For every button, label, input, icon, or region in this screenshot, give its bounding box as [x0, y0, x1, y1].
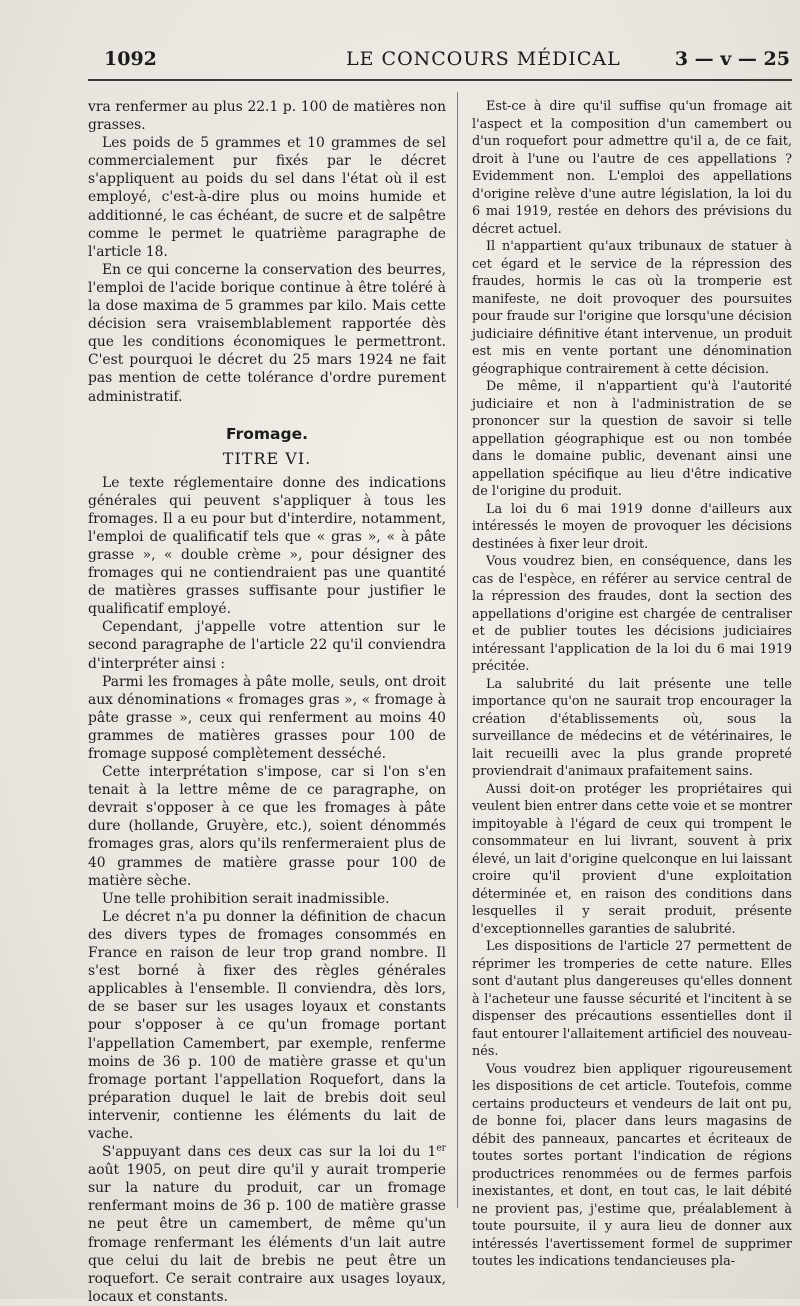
column-separator: [457, 92, 458, 1208]
superscript: er: [436, 1143, 446, 1154]
paragraph-part: S'appuyant dans ces deux cas sur la loi du 1: [102, 1144, 437, 1161]
paragraph: Parmi les fromages à pâte molle, seuls, ont droit aux dénominations « fromages gras », « fromage à pâte grasse », ceux qui renferment au moins 40 grammes de matières grasses pour 100 de fromage supposé complètement desséché.: [88, 673, 446, 762]
paragraph: Une telle prohibition serait inadmissible.: [102, 890, 390, 907]
paragraph: Vous voudrez bien appliquer rigoureusement les dispositions de cet article. Toutefois, comme certains producteurs et vendeurs de lait ont pu, de bonne foi, placer dans leurs magasins de débit des panneaux, pancartes et écriteaux de toutes sortes portant l'indication de régions productrices renommées ou de fermes parfois inexistantes, et dont, en tout cas, le lait débité ne provient pas, j'estime que, préalablement à toute poursuite, il y aura lieu de donner aux intéressés l'avertissement formel de supprimer toutes les indications tendancieuses pla-: [472, 1061, 792, 1269]
section-subheading: TITRE VI.: [222, 448, 312, 468]
journal-title: LE CONCOURS MÉDICAL: [346, 48, 621, 70]
issue-date: 3 — v — 25: [674, 48, 790, 70]
right-column: [472, 98, 792, 1271]
header-rule: [88, 79, 792, 81]
paragraph: Cependant, j'appelle votre attention sur le second paragraphe de l'article 22 qu'il conviendra d'interpréter ainsi :: [88, 619, 446, 672]
paragraph: De même, il n'appartient qu'à l'autorité judiciaire et non à l'administration de se prononcer sur la question de savoir si telle appellation géographique est ou non tombée dans le domaine public, devenant ainsi une appellation spécifique au lieu d'être indicative de l'origine du produit.: [472, 379, 792, 499]
paragraph: Cette interprétation s'impose, car si l'on s'en tenait à la lettre même de ce paragraphe, on devrait s'opposer à ce que les fromages à pâte dure (hollande, Gruyère, etc.), soient dénommés fromages gras, alors qu'ils renfermeraient plus de 40 grammes de matière grasse pour 100 de matière sèche.: [88, 764, 446, 889]
paragraph: La loi du 6 mai 1919 donne d'ailleurs aux intéressés le moyen de provoquer les décisions destinées à fixer leur droit.: [472, 501, 792, 552]
paragraph: La salubrité du lait présente une telle importance qu'on ne saurait trop encourager la création d'établissements où, sous la surveillance de médecins et de vétérinaires, le lait recueilli avec la plus grande propreté proviendrait d'animaux prafaitement sains.: [472, 676, 792, 779]
paragraph: Il n'appartient qu'aux tribunaux de statuer à cet égard et le service de la répression des fraudes, hormis le cas où la tromperie est manifeste, ne doit provoquer des poursuites pour fraude sur l'origine que lorsqu'une décision judiciaire définitive étant intervenue, un produit est mis en vente portant une dénomination géographique contrairement à cette décision.: [472, 239, 792, 377]
page-number: 1092: [104, 48, 157, 70]
paragraph: Le texte réglementaire donne des indications générales qui peuvent s'appliquer à tous les fromages. Il a eu pour but d'interdire, notamment, l'emploi de qualificatif tels que « gras », « à pâte grasse », « double crème », pour désigner des fromages qui ne contiendraient pas une quantité de matières grasses suffisante pour justifier le qualificatif employé.: [88, 474, 446, 618]
running-header: [104, 48, 790, 78]
paragraph: Est-ce à dire qu'il suffise qu'un fromage ait l'aspect et la composition d'un camembert ou d'un roquefort pour admettre qu'il a, de ce fait, droit à l'une ou l'autre de ces appellations ? Evidemment non. L'emploi des appellations d'origine relève d'une autre législation, la loi du 6 mai 1919, restée en dehors des prévisions du décret actuel.: [472, 99, 792, 237]
paragraph: Vous voudrez bien, en conséquence, dans les cas de l'espèce, en référer au service central de la répression des fraudes, dont la section des appellations d'origine est chargée de centraliser et de publier toutes les décisions judiciaires intéressant l'application de la loi du 6 mai 1919 précitée.: [472, 554, 792, 674]
left-column: [88, 98, 446, 1306]
paragraph: Aussi doit-on protéger les propriétaires qui veulent bien entrer dans cette voie et se montrer impitoyable à l'égard de ceux qui trompent le consommateur en lui livrant, souvent à prix élevé, un lait d'origine quelconque en lui laissant croire qu'il provient d'une exploitation déterminée et, en raison des conditions dans lesquelles il y serait produit, présente d'exceptionnelles garanties de salubrité.: [472, 781, 792, 937]
paragraph: Les dispositions de l'article 27 permettent de réprimer les tromperies de cette nature. Elles sont d'autant plus dangereuses qu'elles donnent à l'acheteur une fausse sécurité et l'incitent à se dispenser des précautions essentielles dont il faut entourer l'allaitement artificiel des nouveau-nés.: [472, 939, 792, 1059]
paragraph-part: août 1905, on peut dire qu'il y aurait tromperie sur la nature du produit, car un fromage renfermant moins de 36 p. 100 de matière grasse ne peut être un camembert, de même qu'un fromage renfermant les éléments d'un lait autre que celui du lait de brebis ne peut être un roquefort. Ce serait contraire aux usages loyaux, locaux et constants.: [88, 1162, 446, 1305]
paragraph: [88, 1143, 446, 1306]
paragraph: vra renfermer au plus 22.1 p. 100 de matières non grasses.: [88, 99, 446, 134]
paragraph: En ce qui concerne la conservation des beurres, l'emploi de l'acide borique continue à être toléré à la dose maxima de 5 grammes par kilo. Mais cette décision sera vraisemblablement rapportée dès que les conditions économiques le permettront. C'est pourquoi le décret du 25 mars 1924 ne fait pas mention de cette tolérance d'ordre purement administratif.: [88, 261, 446, 405]
section-heading: Fromage.: [226, 424, 308, 443]
paragraph: Le décret n'a pu donner la définition de chacun des divers types de fromages consommés en France en raison de leur trop grand nombre. Il s'est borné à fixer des règles générales applicables à l'ensemble. Il conviendra, dès lors, de se baser sur les usages loyaux et constants pour s'opposer à ce qu'un fromage portant l'appellation Camembert, par exemple, renferme moins de 36 p. 100 de matière grasse et qu'un fromage portant l'appellation Roquefort, dans la préparation duquel le lait de brebis doit seul intervenir, contienne les éléments du lait de vache.: [88, 908, 446, 1142]
paragraph: Les poids de 5 grammes et 10 grammes de sel commercialement pur fixés par le décret s'appliquent au poids du sel dans l'état où il est employé, c'est-à-dire plus ou moins humide et additionné, le cas échéant, de sucre et de salpêtre comme le permet le quatrième paragraphe de l'article 18.: [88, 135, 446, 260]
